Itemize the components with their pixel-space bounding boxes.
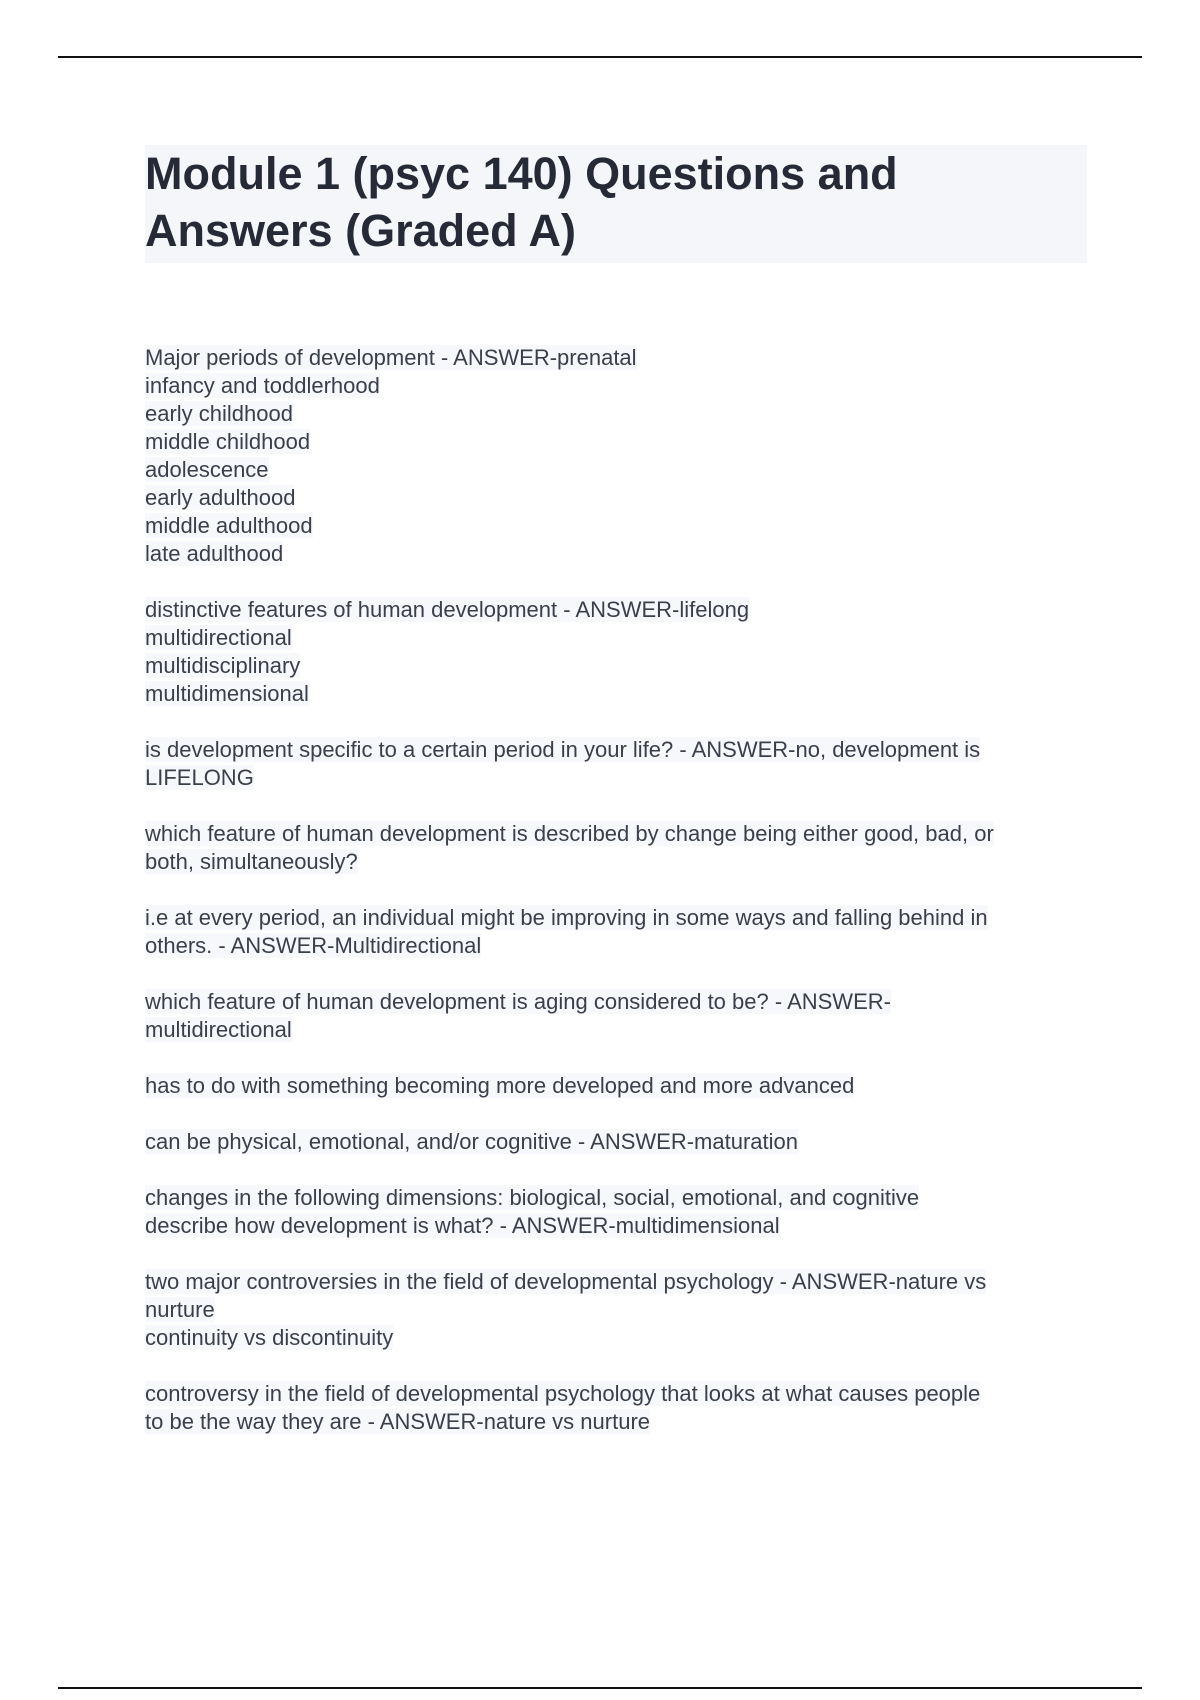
qa-line: multidisciplinary <box>145 653 301 678</box>
title-line: Module 1 (psyc 140) Questions and <box>145 148 898 199</box>
qa-entry <box>145 1380 1087 1436</box>
qa-line: nurture <box>145 1297 215 1322</box>
qa-list <box>145 344 1087 1436</box>
qa-line: others. - ANSWER-Multidirectional <box>145 933 482 958</box>
qa-line: changes in the following dimensions: biological, social, emotional, and cognitive <box>145 1185 920 1210</box>
qa-line: late adulthood <box>145 541 284 566</box>
qa-line: early adulthood <box>145 485 296 510</box>
qa-line: which feature of human development is described by change being either good, bad, or <box>145 821 994 846</box>
document-body <box>145 145 1087 1464</box>
qa-entry <box>145 596 1087 708</box>
qa-line: LIFELONG <box>145 765 254 790</box>
qa-line: infancy and toddlerhood <box>145 373 380 398</box>
qa-entry <box>145 904 1087 960</box>
qa-entry <box>145 1128 1087 1156</box>
header-rule <box>58 56 1142 58</box>
qa-line: early childhood <box>145 401 293 426</box>
qa-line: continuity vs discontinuity <box>145 1325 394 1350</box>
qa-line: controversy in the field of developmental psychology that looks at what causes people <box>145 1381 981 1406</box>
qa-line: middle adulthood <box>145 513 313 538</box>
qa-entry <box>145 1072 1087 1100</box>
document-title <box>145 145 1087 263</box>
qa-line: adolescence <box>145 457 269 482</box>
qa-line: has to do with something becoming more developed and more advanced <box>145 1073 855 1098</box>
qa-line: multidirectional <box>145 625 292 650</box>
qa-line: describe how development is what? - ANSWER-multidimensional <box>145 1213 780 1238</box>
qa-line: middle childhood <box>145 429 311 454</box>
qa-entry <box>145 988 1087 1044</box>
qa-line: two major controversies in the field of developmental psychology - ANSWER-nature vs <box>145 1269 987 1294</box>
qa-line: distinctive features of human development - ANSWER-lifelong <box>145 597 750 622</box>
qa-entry <box>145 1184 1087 1240</box>
qa-line: multidimensional <box>145 681 309 706</box>
qa-line: multidirectional <box>145 1017 292 1042</box>
qa-line: both, simultaneously? <box>145 849 358 874</box>
qa-line: to be the way they are - ANSWER-nature vs nurture <box>145 1409 651 1434</box>
qa-entry <box>145 820 1087 876</box>
qa-line: which feature of human development is aging considered to be? - ANSWER- <box>145 989 891 1014</box>
qa-line: can be physical, emotional, and/or cognitive - ANSWER-maturation <box>145 1129 798 1154</box>
qa-line: Major periods of development - ANSWER-prenatal <box>145 345 637 370</box>
qa-entry <box>145 736 1087 792</box>
title-line: Answers (Graded A) <box>145 205 576 256</box>
qa-line: i.e at every period, an individual might be improving in some ways and falling behind in <box>145 905 988 930</box>
qa-entry <box>145 1268 1087 1352</box>
qa-entry <box>145 344 1087 568</box>
qa-line: is development specific to a certain period in your life? - ANSWER-no, development is <box>145 737 981 762</box>
footer-rule <box>58 1687 1142 1689</box>
